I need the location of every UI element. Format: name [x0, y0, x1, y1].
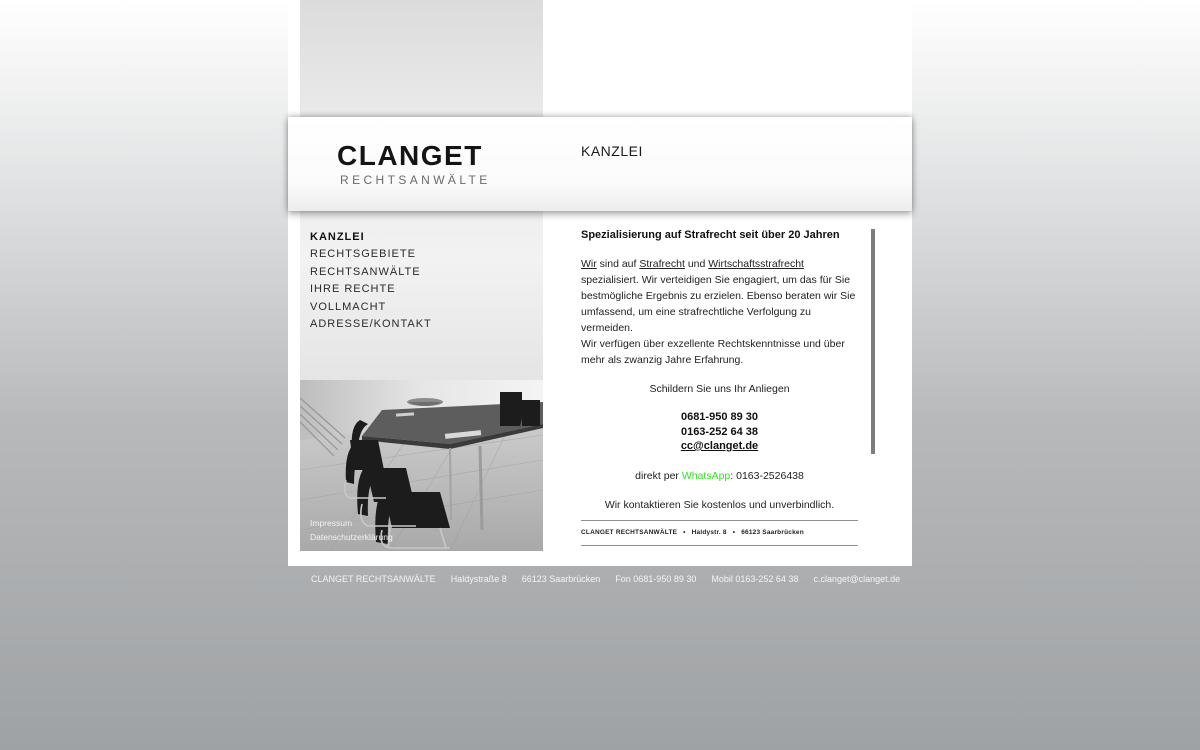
nav-item-rechtsanwaelte[interactable]: RECHTSANWÄLTE [310, 265, 421, 278]
wirtschaftsstrafrecht-link[interactable]: Wirtschaftsstrafrecht [708, 258, 804, 270]
address-strip-city: 66123 Saarbrücken [741, 529, 804, 536]
closing-text: Wir kontaktieren Sie kostenlos und unverbindlich. [604, 498, 835, 511]
brand-subtitle: RECHTSANWÄLTE [340, 173, 491, 187]
intro-text-3: spezialisiert. Wir verteidigen Sie engagiert, um das für Sie bestmögliche Ergebnis zu erzielen. Ebenso beraten wir Sie umfassend, um eine strafrechtliche Verfolgung zu vermeiden. [581, 274, 856, 334]
impressum-link[interactable]: Impressum [310, 518, 353, 528]
address-divider-bottom [581, 545, 858, 546]
contact-block [581, 410, 858, 454]
whatsapp-link[interactable]: WhatsApp [681, 469, 731, 482]
nav-item-rechtsgebiete[interactable]: RECHTSGEBIETE [310, 248, 416, 261]
address-strip-street: Haldystr. 8 [691, 529, 727, 536]
site-footer [311, 573, 900, 585]
cta-text: Schildern Sie uns Ihr Anliegen [649, 383, 790, 395]
phone-landline[interactable]: 0681-950 89 30 [680, 411, 759, 423]
intro-text-2: und [684, 258, 709, 270]
wir-link[interactable]: Wir [581, 258, 597, 270]
footer-city: 66123 Saarbrücken [521, 574, 601, 584]
legal-links [310, 516, 393, 544]
whatsapp-line [581, 468, 858, 484]
footer-name: CLANGET RECHTSANWÄLTE [311, 574, 436, 584]
footer-mobile: Mobil 0163-252 64 38 [711, 574, 799, 584]
address-strip-separator: • [732, 529, 736, 536]
intro-text-1: sind auf [596, 258, 640, 270]
address-strip [581, 528, 804, 537]
page-title: KANZLEI [581, 143, 643, 159]
email-link[interactable]: cc@clanget.de [680, 440, 759, 452]
privacy-link[interactable]: Datenschutzerklärung [310, 532, 393, 542]
page-container [288, 0, 912, 566]
content-scrollbar-thumb[interactable] [871, 229, 875, 454]
phone-mobile[interactable]: 0163-252 64 38 [680, 425, 759, 438]
nav-item-kanzlei[interactable]: KANZLEI [310, 231, 365, 243]
nav-item-ihre-rechte[interactable]: IHRE RECHTE [310, 283, 396, 296]
footer-street: Haldystraße 8 [450, 574, 507, 584]
nav-item-adresse-kontakt[interactable]: ADRESSE/KONTAKT [310, 317, 432, 330]
content-headline: Spezialisierung auf Strafrecht seit über 20 Jahren [581, 229, 840, 241]
footer-email[interactable]: c.clanget@clanget.de [813, 574, 901, 584]
main-navigation [310, 229, 432, 333]
whatsapp-number: : 0163-2526438 [730, 469, 804, 482]
address-strip-name: CLANGET RECHTSANWÄLTE [581, 529, 678, 536]
main-content [581, 227, 858, 513]
address-strip-separator: • [683, 529, 686, 536]
experience-paragraph: Wir verfügen über exzellente Rechtskenntnisse und über mehr als zwanzig Jahre Erfahrung. [581, 338, 845, 366]
header-bar [288, 117, 912, 211]
whatsapp-prefix: direkt per [635, 469, 682, 482]
nav-item-vollmacht[interactable]: VOLLMACHT [310, 300, 387, 313]
address-divider-top [581, 520, 858, 521]
strafrecht-link[interactable]: Strafrecht [639, 258, 685, 270]
footer-phone: Fon 0681-950 89 30 [615, 574, 697, 584]
brand-logo[interactable]: CLANGET [337, 140, 483, 171]
intro-paragraph [581, 256, 858, 336]
